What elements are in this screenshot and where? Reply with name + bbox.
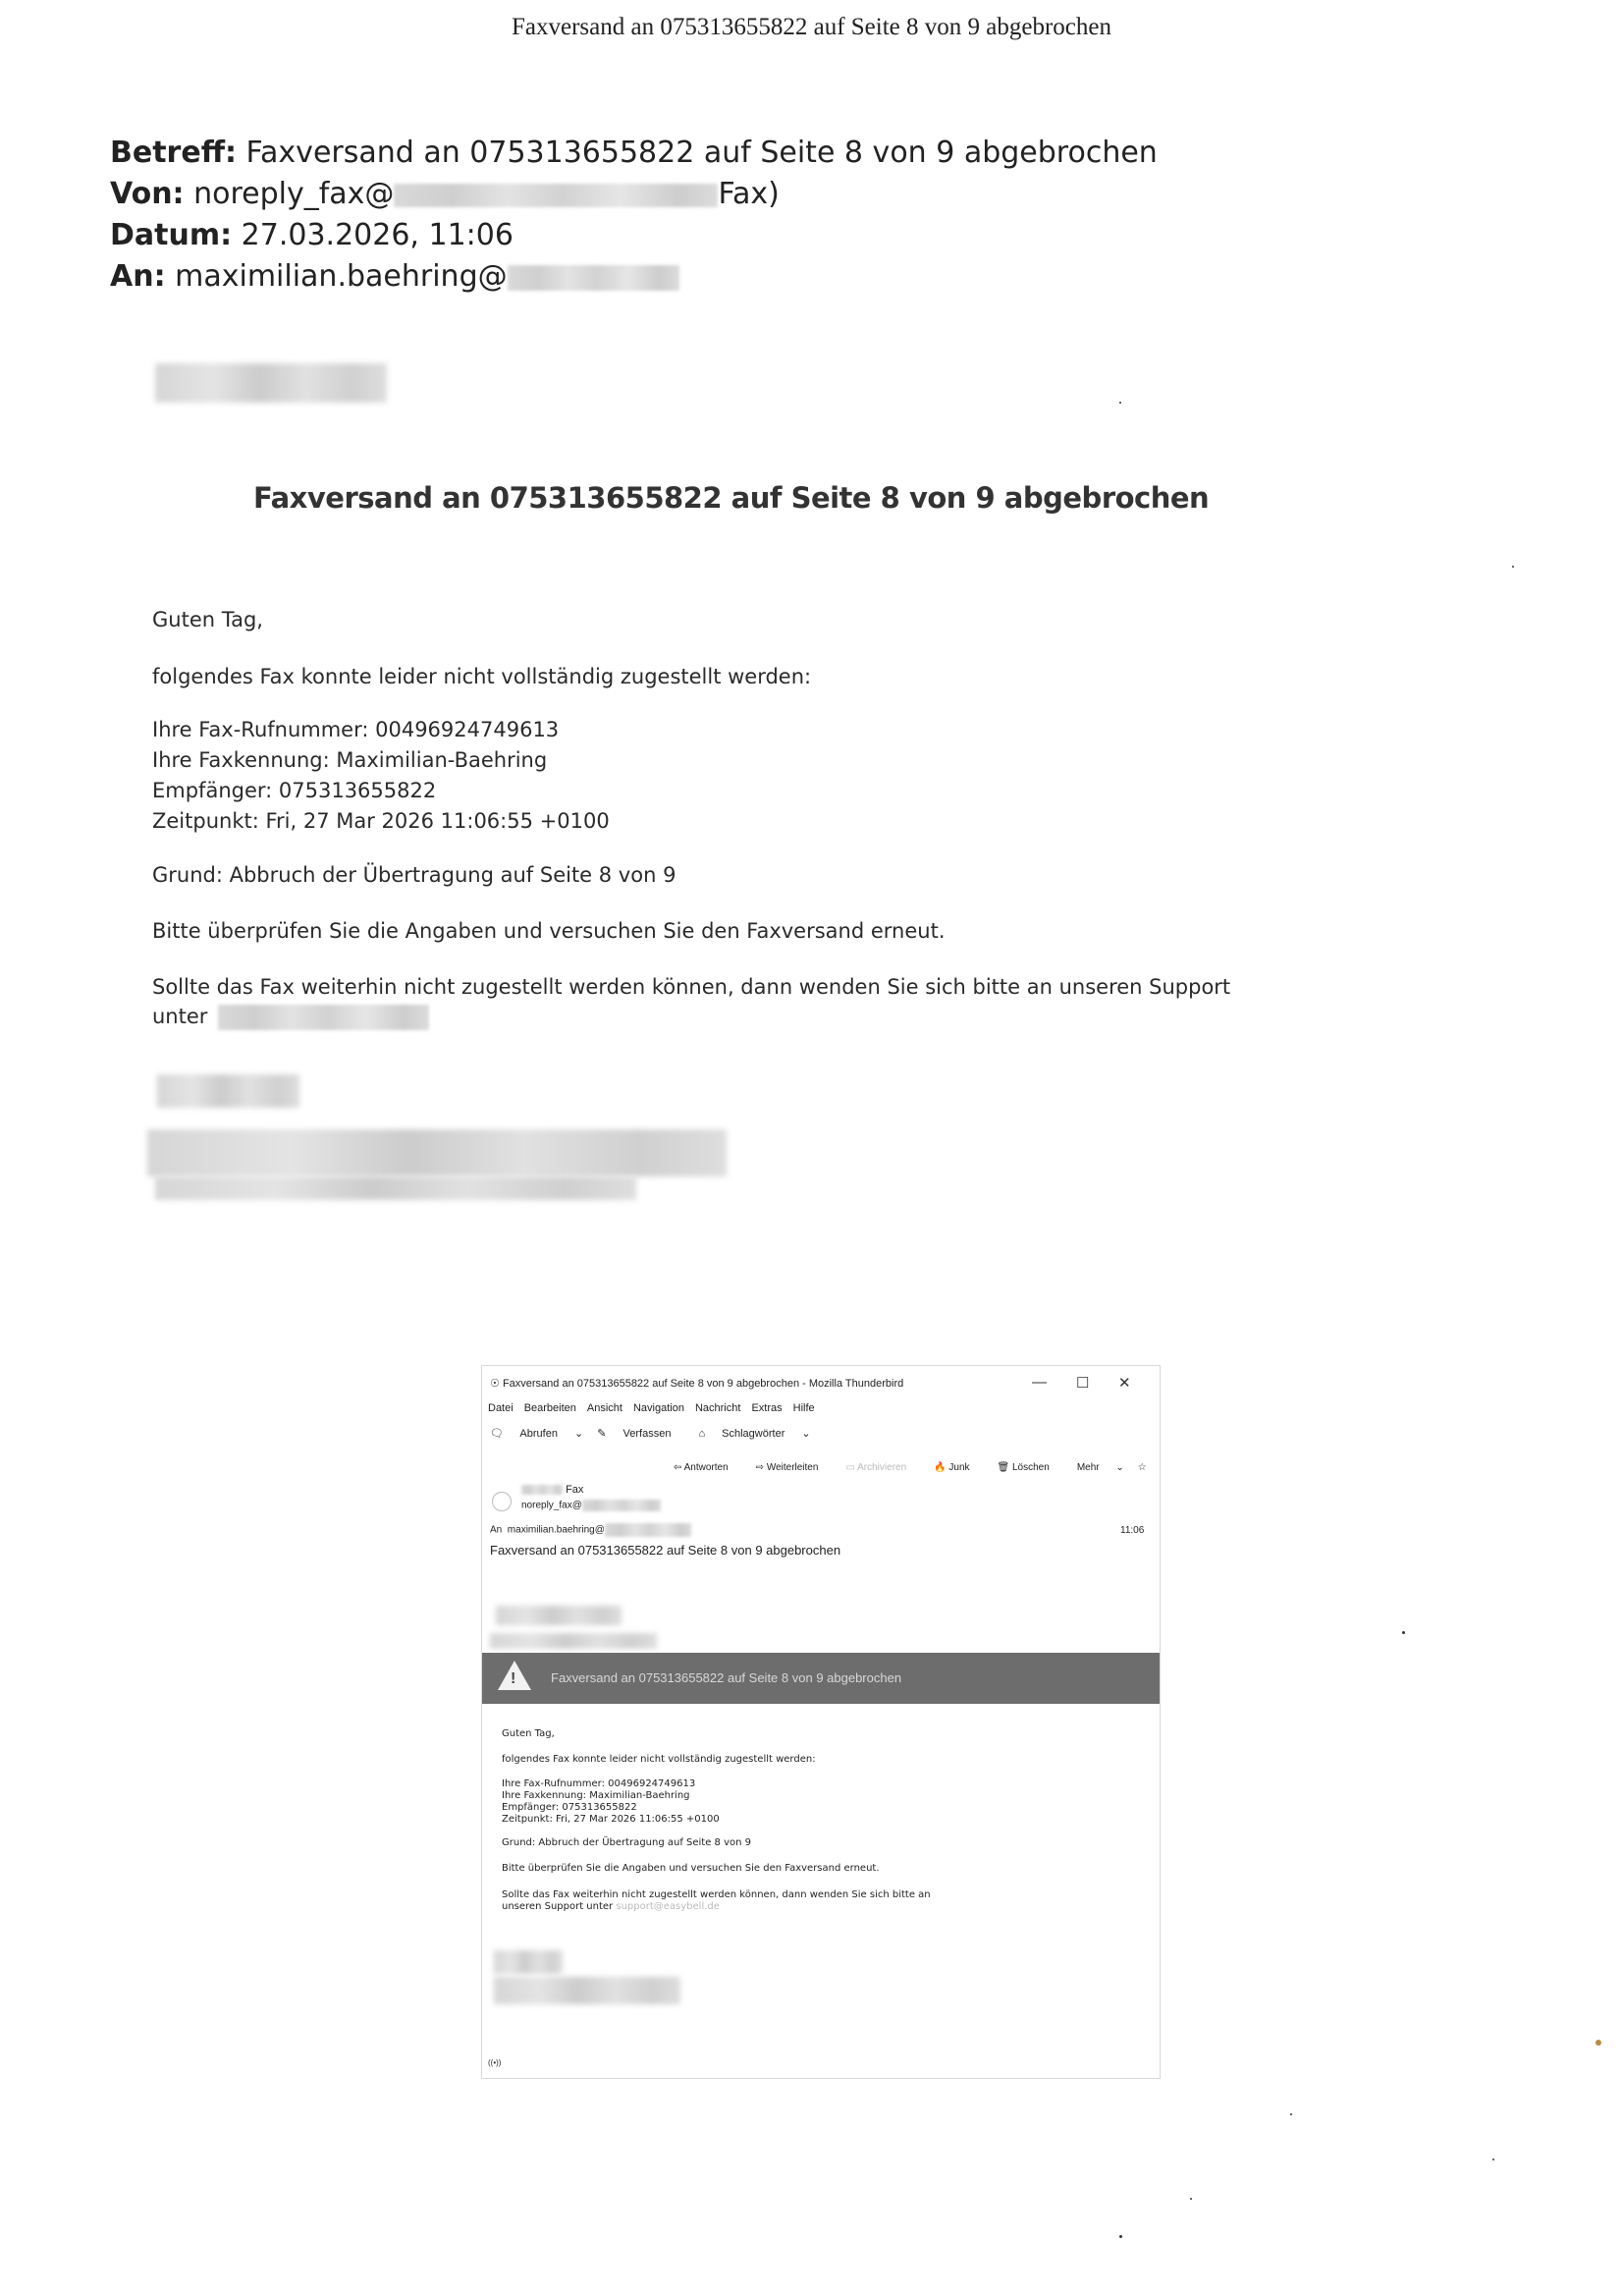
thunderbird-title-row (490, 1377, 903, 1390)
minimize-icon: — (1032, 1374, 1047, 1391)
embedded-screenshot (481, 1365, 1161, 2079)
support-unter: unter (152, 1005, 208, 1028)
reply-button: ⇦ Antworten (674, 1462, 729, 1473)
mail-subject: Faxversand an 075313655822 auf Seite 8 von 9 abgebrochen (490, 1543, 841, 1558)
intro-text: folgendes Fax konnte leider nicht vollständig zugestellt werden: (152, 665, 812, 688)
support-line-1: Sollte das Fax weiterhin nicht zugestellt werden können, dann wenden Sie sich bitte an unseren Support (152, 975, 1231, 999)
check-text: Bitte überprüfen Sie die Angaben und versuchen Sie den Faxversand erneut. (152, 919, 946, 943)
mini-reason: Grund: Abbruch der Übertragung auf Seite 8 von 9 (502, 1837, 752, 1848)
date-value: 27.03.2026, 11:06 (241, 218, 514, 252)
redacted-preheader (490, 1633, 657, 1649)
to-addr-small: maximilian.baehring@ (507, 1524, 605, 1536)
redacted-sender-addr (582, 1500, 661, 1511)
subject-label: Betreff: (110, 136, 237, 170)
recipient: Empfänger: 075313655822 (152, 779, 437, 802)
avatar (492, 1492, 512, 1511)
chat-icon: 🗨 (490, 1428, 504, 1440)
scan-speck (1119, 2235, 1122, 2238)
mini-support-unter: unseren Support unter (502, 1901, 614, 1912)
star-icon: ☆ (1137, 1462, 1147, 1473)
menu-datei: Datei (488, 1402, 514, 1414)
mini-support-email: support@easybell.de (616, 1901, 720, 1912)
menu-bearbeiten: Bearbeiten (523, 1402, 576, 1414)
redacted-from (394, 184, 718, 207)
redacted-signature-1 (157, 1074, 299, 1108)
fax-id: Ihre Faxkennung: Maximilian-Baehring (152, 748, 548, 772)
action-bar (674, 1462, 1161, 1473)
sender-block (521, 1484, 583, 1496)
to-prefix: maximilian.baehring@ (175, 259, 508, 294)
from-suffix: Fax) (718, 177, 780, 211)
warning-icon-mark: ! (511, 1670, 516, 1687)
date-line (110, 218, 514, 252)
redacted-signature-3 (155, 1176, 636, 1200)
mini-fax-number: Ihre Fax-Rufnummer: 00496924749613 (502, 1778, 696, 1789)
alert-banner (482, 1653, 1160, 1704)
verfassen-button: ✎ Verfassen (597, 1428, 672, 1440)
close-icon: ✕ (1118, 1375, 1131, 1392)
abrufen-button: 🗨 Abrufen ⌄ (490, 1428, 584, 1440)
banner-text: Faxversand an 075313655822 auf Seite 8 von 9 abgebrochen (551, 1670, 902, 1685)
menu-bar (488, 1402, 826, 1414)
scan-speck (1119, 402, 1121, 404)
menu-nachricht: Nachricht (694, 1402, 741, 1414)
to-label-small: An (490, 1524, 503, 1536)
pencil-icon: ✎ (597, 1428, 607, 1440)
menu-hilfe: Hilfe (792, 1402, 815, 1414)
from-label: Von: (110, 177, 185, 211)
mini-intro: folgendes Fax konnte leider nicht vollständig zugestellt werden: (502, 1754, 816, 1765)
scan-speck (1190, 2198, 1192, 2200)
delete-button: 🗑 Löschen (997, 1462, 1050, 1473)
support-line-2 (152, 1002, 429, 1032)
sender-name: Fax (566, 1484, 584, 1496)
date-label: Datum: (110, 218, 233, 252)
mini-recipient: Empfänger: 075313655822 (502, 1802, 637, 1813)
mini-greeting: Guten Tag, (502, 1728, 555, 1739)
redacted-sig-small-1 (494, 1950, 563, 1974)
sender-address (521, 1500, 661, 1511)
redacted-to-small (605, 1523, 691, 1537)
from-prefix: noreply_fax@ (193, 177, 395, 211)
page-title: Faxversand an 075313655822 auf Seite 8 von 9 abgebrochen (512, 14, 1111, 40)
fax-number: Ihre Fax-Rufnummer: 00496924749613 (152, 718, 560, 741)
scan-speck (1402, 1631, 1405, 1634)
toolbar (490, 1427, 825, 1440)
body-heading: Faxversand an 075313655822 auf Seite 8 von 9 abgebrochen (253, 481, 1210, 515)
schlagwoerter-button: ⌂ Schlagwörter ⌄ (698, 1428, 811, 1440)
redacted-sig-small-2 (494, 1977, 680, 2004)
to-row (490, 1523, 691, 1537)
window-title: Faxversand an 075313655822 auf Seite 8 von 9 abgebrochen - Mozilla Thunderbird (502, 1378, 904, 1390)
timestamp: Zeitpunkt: Fri, 27 Mar 2026 11:06:55 +0100 (152, 809, 610, 833)
menu-ansicht: Ansicht (586, 1402, 622, 1414)
redacted-support (218, 1005, 429, 1030)
mini-fax-id: Ihre Faxkennung: Maximilian-Baehring (502, 1790, 690, 1801)
scan-speck (1596, 2040, 1601, 2046)
mini-check: Bitte überprüfen Sie die Angaben und versuchen Sie den Faxversand erneut. (502, 1863, 880, 1874)
maximize-icon: ☐ (1076, 1375, 1090, 1392)
redacted-logo (155, 363, 387, 403)
subject-value: Faxversand an 075313655822 auf Seite 8 von 9 abgebrochen (245, 136, 1158, 170)
mini-timestamp: Zeitpunkt: Fri, 27 Mar 2026 11:06:55 +0100 (502, 1814, 720, 1825)
redacted-logo-small (496, 1606, 622, 1625)
status-icon: ((•)) (488, 2058, 502, 2067)
mini-support-2 (502, 1901, 720, 1912)
archive-button: ▭ Archivieren (845, 1462, 907, 1473)
thunderbird-icon: ☉ (490, 1378, 500, 1390)
junk-button: 🔥 Junk (934, 1462, 970, 1473)
tag-icon: ⌂ (698, 1428, 706, 1440)
redacted-signature-2 (147, 1129, 727, 1176)
redacted-to (508, 265, 679, 291)
more-button: Mehr ⌄ (1076, 1462, 1124, 1473)
menu-navigation: Navigation (632, 1402, 684, 1414)
sender-addr-text: noreply_fax@ (521, 1500, 582, 1511)
to-label: An: (110, 259, 166, 294)
greeting: Guten Tag, (152, 608, 263, 631)
scan-speck (1290, 2113, 1292, 2115)
scan-speck (1492, 2159, 1494, 2160)
reason: Grund: Abbruch der Übertragung auf Seite 8 von 9 (152, 863, 676, 887)
from-line (110, 177, 780, 211)
mail-time: 11:06 (1120, 1525, 1145, 1536)
forward-button: ⇨ Weiterleiten (755, 1462, 819, 1473)
scan-speck (1512, 566, 1514, 568)
redacted-sender-name (521, 1485, 563, 1495)
subject-line (110, 136, 1158, 170)
to-line (110, 259, 679, 294)
mini-support-1: Sollte das Fax weiterhin nicht zugestellt werden können, dann wenden Sie sich bitte an (502, 1889, 931, 1900)
menu-extras: Extras (751, 1402, 783, 1414)
